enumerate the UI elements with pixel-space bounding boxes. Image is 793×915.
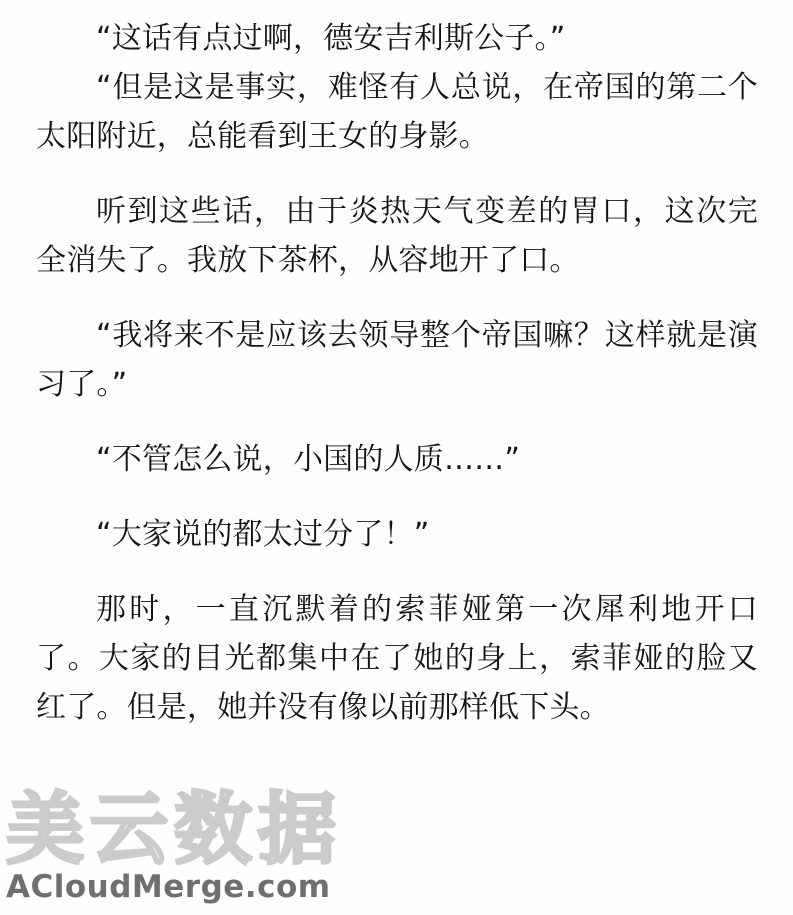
paragraph-3: 听到这些话，由于炎热天气变差的胃口，这次完全消失了。我放下茶杯，从容地开了口。 <box>36 194 758 278</box>
watermark-cjk-text: 美云数据 <box>6 785 343 875</box>
paragraph-7: 那时，一直沉默着的索菲娅第一次犀利地开口了。大家的目光都集中在了她的身上，索菲娅的脸又红了。但是，她并没有像以前那样低下头。 <box>36 592 758 725</box>
watermark-site-text: ACloudMerge.com <box>6 869 331 905</box>
paragraph-spacer <box>36 559 758 585</box>
paragraph-spacer <box>36 285 758 311</box>
paragraph-5: “不管怎么说，小国的人质……” <box>96 442 521 477</box>
paragraph-spacer <box>36 161 758 187</box>
paragraph-2: “但是这是事实，难怪有人总说，在帝国的第二个太阳附近，总能看到王女的身影。 <box>36 70 758 154</box>
paragraph-1: “这话有点过啊，德安吉利斯公子。” <box>96 21 566 56</box>
watermark <box>6 785 343 905</box>
novel-text-body <box>36 14 758 732</box>
paragraph-spacer <box>36 484 758 510</box>
paragraph-4: “我将来不是应该去领导整个帝国嘛？这样就是演习了。” <box>36 318 758 402</box>
paragraph-6: “大家说的都太过分了！” <box>96 517 430 552</box>
paragraph-spacer <box>36 409 758 435</box>
